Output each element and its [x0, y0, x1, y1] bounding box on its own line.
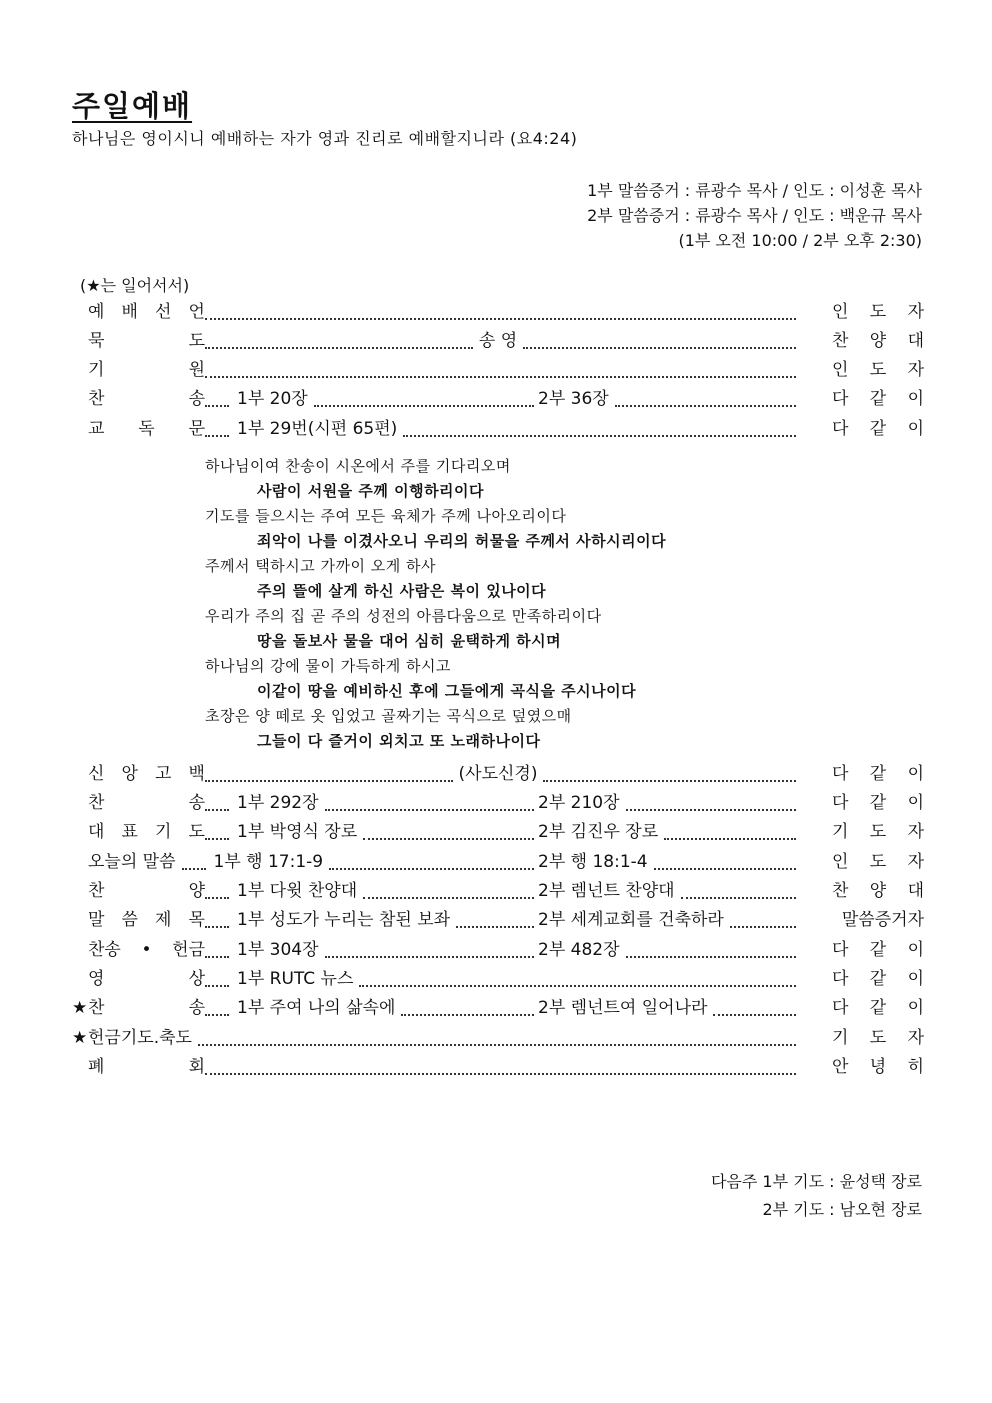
responsible-party-part: 이: [907, 389, 924, 409]
order-item-name-part: 상: [188, 969, 205, 989]
responsible-party-part: 도: [869, 302, 887, 322]
part1-detail: 1부 304장: [237, 940, 319, 960]
order-item-name-part: 원: [188, 360, 205, 380]
responsible-party: [832, 789, 924, 818]
dot-leader: [325, 807, 534, 811]
responsible-party-part: 찬: [832, 881, 849, 901]
order-item-name: [88, 965, 205, 994]
reading-response: 이같이 땅을 예비하신 후에 그들에게 곡식을 주시나이다: [257, 682, 637, 700]
responsible-party: [832, 994, 924, 1023]
order-row: [72, 789, 924, 818]
order-item-name-part: 백: [188, 764, 205, 784]
order-row: [72, 877, 924, 906]
reading-response: 땅을 돌보사 물을 대어 심히 윤택하게 하시며: [257, 632, 562, 650]
order-item-name-part: 송: [188, 793, 205, 813]
order-item-name-part: 씀: [121, 910, 138, 930]
responsible-party-part: 양: [869, 881, 887, 901]
responsible-party-part: 안: [832, 1057, 849, 1077]
page-title: 주일예배: [72, 89, 193, 123]
part2-detail: 2부 세계교회를 건축하라: [538, 910, 724, 930]
order-item-name: [88, 877, 205, 906]
order-item-name-part: 언: [188, 302, 205, 322]
responsible-party-part: 대: [907, 331, 924, 351]
responsible-party: [832, 965, 924, 994]
responsible-party-part: 자: [907, 822, 924, 842]
order-item-name-part: 말: [88, 910, 105, 930]
dot-leader: [363, 836, 534, 840]
order-item-name-part: 도: [188, 822, 205, 842]
order-item-name-part: 고: [155, 764, 172, 784]
order-item-name-part: 양: [188, 881, 205, 901]
dot-leader: [205, 895, 229, 899]
order-item-name: [88, 848, 176, 877]
responsible-party-part: 다: [832, 389, 849, 409]
dot-leader: [664, 836, 796, 840]
reading-response: 그들이 다 즐거이 외치고 또 노래하나이다: [257, 732, 541, 750]
part1-detail: 1부 RUTC 뉴스: [237, 969, 354, 989]
part1-detail: 1부 292장: [237, 793, 319, 813]
responsible-party-part: 인: [832, 302, 849, 322]
reading-leader: 주께서 택하시고 가까이 오게 하사: [205, 557, 436, 575]
dot-leader: [205, 924, 229, 928]
dot-leader: [615, 403, 796, 407]
dot-leader: [205, 836, 229, 840]
order-item-name: [88, 385, 205, 414]
responsible-party-part: 이: [907, 764, 924, 784]
next-week-prayer-1: 다음주 1부 기도 : 윤성택 장로: [710, 1172, 922, 1191]
responsible-party-part: 기: [832, 822, 849, 842]
dot-leader: [730, 924, 796, 928]
dot-leader: [198, 1042, 796, 1046]
order-row: [72, 1024, 924, 1053]
responsible-party-part: 이: [907, 419, 924, 439]
responsible-party: [832, 877, 924, 906]
dot-leader: [205, 807, 229, 811]
order-item-name-part: 선: [155, 302, 172, 322]
responsible-party-part: 이: [907, 793, 924, 813]
order-item-name-part: 영: [88, 969, 105, 989]
order-item-name: [88, 789, 205, 818]
responsible-party-part: 같: [869, 389, 887, 409]
dot-leader: [205, 374, 796, 378]
order-item-name-part: 찬: [88, 389, 105, 409]
responsible-party: [842, 906, 924, 935]
standing-note: (★는 일어서서): [80, 276, 190, 295]
order-item-name-part: 목: [188, 910, 205, 930]
dot-leader: [626, 954, 796, 958]
order-item-name-part: 표: [121, 822, 138, 842]
order-row: [72, 936, 924, 965]
order-item-name-part: 제: [155, 910, 172, 930]
order-item-name: [88, 298, 205, 327]
responsible-party-part: 자: [907, 360, 924, 380]
preacher-line-1: 1부 말씀증거 : 류광수 목사 / 인도 : 이성훈 목사: [587, 181, 922, 200]
reading-leader: 하나님의 강에 물이 가득하게 하시고: [205, 657, 451, 675]
responsible-party: [832, 1024, 924, 1053]
order-row: [72, 818, 924, 847]
responsible-party-part: 다: [832, 998, 849, 1018]
responsible-party: [832, 818, 924, 847]
responsible-party-part: 자: [907, 852, 924, 872]
reading-response: 사람이 서원을 주께 이행하리이다: [257, 482, 485, 500]
reading-leader: 하나님이여 찬송이 시온에서 주를 기다리오며: [205, 457, 511, 475]
dot-leader: [205, 1012, 229, 1016]
dot-leader: [205, 433, 229, 437]
reading-response: 죄악이 나를 이겼사오니 우리의 허물을 주께서 사하시리이다: [257, 532, 667, 550]
dot-leader: [359, 983, 796, 987]
dot-leader: [403, 433, 796, 437]
reading-leader: 초장은 양 떼로 옷 입었고 골짜기는 곡식으로 덮였으매: [205, 707, 572, 725]
responsible-party-part: 자: [907, 1028, 924, 1048]
part1-detail: 1부 박영식 장로: [237, 822, 358, 842]
order-item-name-part: 송: [188, 998, 205, 1018]
order-item-name: [88, 994, 205, 1023]
responsible-party-part: 도: [869, 822, 887, 842]
dot-leader: [681, 895, 796, 899]
order-item-name-part: 예: [88, 302, 105, 322]
responsible-party-part: 이: [907, 969, 924, 989]
order-item-name-part: 앙: [121, 764, 138, 784]
preacher-line-2: 2부 말씀증거 : 류광수 목사 / 인도 : 백운규 목사: [587, 206, 922, 225]
dot-leader: [205, 345, 473, 349]
order-item-name: [88, 936, 205, 965]
dot-leader: [401, 1012, 534, 1016]
responsible-party-part: 다: [832, 940, 849, 960]
responsible-party-part: 인: [832, 360, 849, 380]
order-item-name-part: 헌금: [172, 940, 205, 960]
order-item-name-part: 대: [88, 822, 105, 842]
part1-detail: 1부 20장: [237, 389, 308, 409]
responsible-party-part: 같: [869, 969, 887, 989]
order-item-name-part: 독: [138, 419, 155, 439]
reading-leader: 우리가 주의 집 곧 주의 성전의 아름다움으로 만족하리이다: [205, 607, 602, 625]
order-item-name-part: 폐: [88, 1057, 105, 1077]
responsible-party-part: 이: [907, 940, 924, 960]
responsible-party-part: 같: [869, 793, 887, 813]
order-item-name-part: 찬: [88, 881, 105, 901]
part2-detail: 2부 행 18:1-4: [538, 852, 648, 872]
part2-detail: 2부 36장: [538, 389, 609, 409]
order-item-name-part: •: [141, 940, 152, 960]
dot-leader: [325, 954, 534, 958]
responsible-party-part: 찬: [832, 331, 849, 351]
order-item-name-part: 교: [88, 419, 105, 439]
order-item-name-part: 찬: [88, 998, 105, 1018]
responsible-party: [832, 760, 924, 789]
order-row: [72, 994, 924, 1023]
responsible-party-part: 다: [832, 764, 849, 784]
dot-leader: [654, 866, 796, 870]
order-item-name-part: 기: [88, 360, 105, 380]
order-item-name: [88, 760, 205, 789]
order-row: [72, 848, 924, 877]
order-row: [72, 298, 924, 327]
order-row: [72, 356, 924, 385]
center-item: 송 영: [478, 331, 518, 351]
responsible-party: [832, 298, 924, 327]
order-item-name-part: 찬송: [88, 940, 121, 960]
responsible-party-part: 도: [869, 1028, 887, 1048]
dot-leader: [363, 895, 534, 899]
part2-detail: 2부 렘넌트여 일어나라: [538, 998, 708, 1018]
reading-response: 주의 뜰에 살게 하신 사람은 복이 있나이다: [257, 582, 547, 600]
responsible-party-part: 기: [832, 1028, 849, 1048]
order-row: [72, 965, 924, 994]
responsible-party-part: 다: [832, 969, 849, 989]
center-item: (사도신경): [458, 764, 538, 784]
subtitle-verse: 하나님은 영이시니 예배하는 자가 영과 진리로 예배할지니라 (요4:24): [72, 129, 578, 148]
order-item-name: [88, 327, 205, 356]
dot-leader: [713, 1012, 796, 1016]
dot-leader: [626, 807, 796, 811]
dot-leader: [205, 316, 796, 320]
responsible-party-part: 자: [907, 302, 924, 322]
order-row: [72, 415, 924, 444]
responsible-party-part: 녕: [869, 1057, 887, 1077]
dot-leader: [205, 778, 453, 782]
order-row: [72, 327, 924, 356]
order-row: [72, 1053, 924, 1082]
responsible-party-part: 말씀증거자: [841, 910, 924, 930]
part1-detail: 1부 주여 나의 삶속에: [237, 998, 396, 1018]
order-item-name-part: 신: [88, 764, 105, 784]
reading-leader: 기도를 들으시는 주여 모든 육체가 주께 나아오리이다: [205, 507, 567, 525]
responsible-party-part: 같: [869, 998, 887, 1018]
responsible-party-part: 다: [832, 793, 849, 813]
dot-leader: [205, 1071, 796, 1075]
part2-detail: 2부 210장: [538, 793, 620, 813]
dot-leader: [314, 403, 534, 407]
part1-detail: 1부 29번(시편 65편): [237, 419, 398, 439]
responsible-party-part: 히: [907, 1057, 924, 1077]
order-row: [72, 906, 924, 935]
order-item-name-part: 찬: [88, 793, 105, 813]
responsible-party: [832, 327, 924, 356]
order-row: [72, 385, 924, 414]
responsible-party-part: 인: [832, 852, 849, 872]
dot-leader: [182, 866, 206, 870]
responsible-party-part: 같: [869, 764, 887, 784]
order-item-name-part: 송: [188, 389, 205, 409]
order-item-name: [88, 906, 205, 935]
service-times: (1부 오전 10:00 / 2부 오후 2:30): [678, 231, 922, 250]
standing-star: ★: [72, 1028, 88, 1048]
order-item-name-part: 오늘의 말씀: [88, 852, 176, 872]
part2-detail: 2부 김진우 장로: [538, 822, 659, 842]
part2-detail: 2부 렘넌트 찬양대: [538, 881, 675, 901]
part1-detail: 1부 성도가 누리는 참된 보좌: [237, 910, 451, 930]
responsible-party-part: 도: [869, 852, 887, 872]
part2-detail: 2부 482장: [538, 940, 620, 960]
part1-detail: 1부 행 17:1-9: [213, 852, 324, 872]
order-item-name-part: 배: [121, 302, 138, 322]
dot-leader: [543, 778, 796, 782]
dot-leader: [205, 983, 229, 987]
order-item-name-part: 도: [188, 331, 205, 351]
responsible-party-part: 같: [869, 419, 887, 439]
responsible-party: [832, 415, 924, 444]
responsible-party: [832, 385, 924, 414]
next-week-prayer-2: 2부 기도 : 남오현 장로: [762, 1200, 922, 1219]
dot-leader: [456, 924, 534, 928]
dot-leader: [523, 345, 796, 349]
dot-leader: [205, 954, 229, 958]
order-item-name: [88, 1024, 192, 1053]
dot-leader: [205, 403, 229, 407]
order-item-name: [88, 415, 205, 444]
order-item-name: [88, 356, 205, 385]
dot-leader: [329, 866, 534, 870]
order-item-name-part: 회: [188, 1057, 205, 1077]
order-item-name: [88, 818, 205, 847]
responsible-party: [832, 356, 924, 385]
order-item-name-part: 문: [188, 419, 205, 439]
responsible-party: [832, 848, 924, 877]
responsible-party-part: 양: [869, 331, 887, 351]
responsible-party-part: 이: [907, 998, 924, 1018]
order-item-name-part: 묵: [88, 331, 105, 351]
order-item-name-part: 기: [155, 822, 172, 842]
responsible-party: [832, 1053, 924, 1082]
standing-star: ★: [72, 998, 88, 1018]
responsible-party-part: 대: [907, 881, 924, 901]
responsible-party-part: 다: [832, 419, 849, 439]
order-item-name-part: 헌금기도.축도: [88, 1028, 192, 1048]
order-item-name: [88, 1053, 205, 1082]
part1-detail: 1부 다윗 찬양대: [237, 881, 358, 901]
responsible-party-part: 도: [869, 360, 887, 380]
responsible-party-part: 같: [869, 940, 887, 960]
responsible-party: [832, 936, 924, 965]
order-row: [72, 760, 924, 789]
